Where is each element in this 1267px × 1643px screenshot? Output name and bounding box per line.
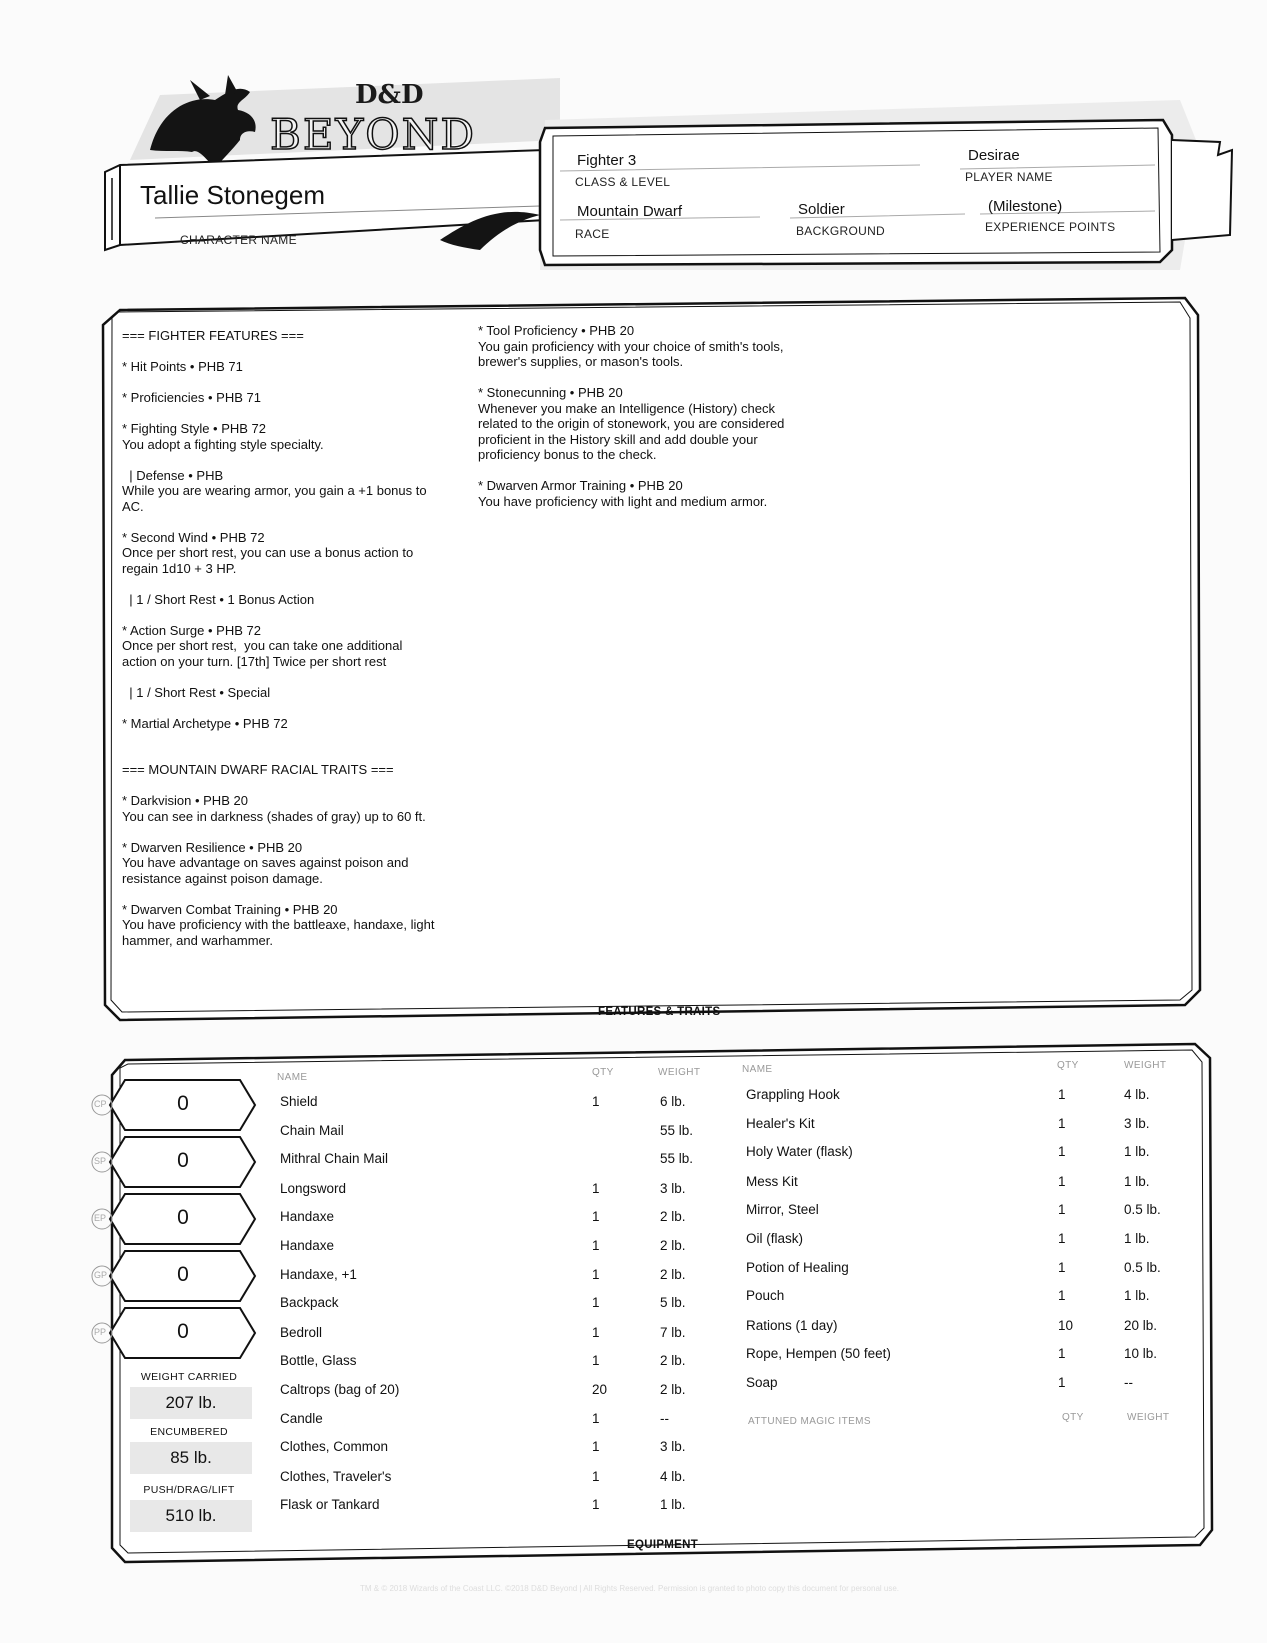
cp-label: CP	[94, 1099, 107, 1109]
pp-value[interactable]: 0	[177, 1320, 189, 1343]
item-weight[interactable]: 55 lb.	[660, 1123, 694, 1139]
item-weight[interactable]: 6 lb.	[660, 1094, 686, 1109]
item-name[interactable]: Clothes, Traveler's	[280, 1468, 392, 1484]
experience-label: EXPERIENCE POINTS	[985, 220, 1116, 234]
item-qty[interactable]: 1	[1058, 1173, 1066, 1189]
item-name[interactable]: Handaxe, +1	[280, 1267, 357, 1283]
item-name[interactable]: Bedroll	[280, 1324, 323, 1340]
item-qty[interactable]: 1	[592, 1352, 600, 1368]
item-qty[interactable]: 1	[592, 1295, 600, 1311]
item-weight[interactable]: 1 lb.	[1124, 1173, 1150, 1189]
item-weight[interactable]: 3 lb.	[660, 1439, 686, 1455]
item-qty[interactable]: 1	[1058, 1116, 1066, 1132]
item-qty[interactable]: 1	[1058, 1087, 1066, 1102]
item-qty[interactable]: 1	[592, 1496, 600, 1512]
class-level-label: CLASS & LEVEL	[575, 175, 671, 189]
item-name[interactable]: Mirror, Steel	[746, 1201, 819, 1217]
item-qty[interactable]: 1	[592, 1439, 600, 1455]
item-qty[interactable]: 1	[1058, 1260, 1066, 1276]
item-weight[interactable]: 10 lb.	[1124, 1345, 1158, 1361]
item-qty[interactable]: 1	[1058, 1201, 1066, 1217]
item-name[interactable]: Handaxe	[280, 1238, 335, 1253]
item-name[interactable]: Healer's Kit	[746, 1116, 815, 1132]
item-name[interactable]: Chain Mail	[280, 1123, 344, 1139]
item-qty[interactable]: 1	[1058, 1345, 1066, 1361]
left-weight-header: WEIGHT	[658, 1067, 701, 1078]
item-weight[interactable]: --	[1124, 1375, 1133, 1390]
item-name[interactable]: Rope, Hempen (50 feet)	[746, 1345, 891, 1361]
character-name-label: CHARACTER NAME	[180, 233, 297, 247]
ep-value[interactable]: 0	[177, 1206, 189, 1229]
item-weight[interactable]: 1 lb.	[1124, 1288, 1150, 1304]
equipment-title: EQUIPMENT	[627, 1539, 699, 1551]
item-name[interactable]: Caltrops (bag of 20)	[280, 1382, 400, 1397]
footer-copyright: TM & © 2018 Wizards of the Coast LLC. ©2018 D&D Beyond | All Rights Reserved. Permission is granted to photo copy this document for personal use.	[360, 1584, 900, 1593]
item-name[interactable]: Oil (flask)	[746, 1231, 803, 1246]
item-qty[interactable]: 1	[592, 1267, 600, 1283]
right-qty-header: QTY	[1057, 1060, 1079, 1071]
left-name-header: NAME	[277, 1072, 308, 1083]
item-weight[interactable]: 2 lb.	[660, 1352, 686, 1368]
fighter-features-text: === FIGHTER FEATURES === * Hit Points • PHB 71 * Proficiencies • PHB 71 * Fighting Style • PHB 72 You adopt a fighting style specialty. | Defense • PHB While you are wearing armor, you gain a +1 bonus to AC. * Second Wind • PHB 72 Once per short rest, you can use a bonus action to regain 1d10 + 3 HP. | 1 / Short Rest • 1 Bonus Action * Action Surge • PHB 72 Once per short rest, you can take one additional action on your turn. [17th] Twice per short rest | 1 / Short Rest • Special * Martial Archetype • PHB 72 === MOUNTAIN DWARF RACIAL TRAITS === * Darkvision • PHB 20 You can see in darkness (shades of gray) up to 60 ft. * Dwarven Resilience • PHB 20 You have advantage on saves against poison and resistance against poison damage. * Dwarven Combat Training • PHB 20 You have proficiency with the battleaxe, handaxe, light hammer, and warhammer.	[122, 328, 435, 948]
item-name[interactable]: Grappling Hook	[746, 1087, 840, 1102]
item-name[interactable]: Bottle, Glass	[280, 1352, 357, 1368]
push-drag-lift-label: PUSH/DRAG/LIFT	[143, 1484, 235, 1496]
pp-label: PP	[94, 1327, 107, 1337]
item-weight[interactable]: 3 lb.	[1124, 1116, 1150, 1132]
ep-label: EP	[94, 1213, 107, 1223]
item-weight[interactable]: 2 lb.	[660, 1382, 686, 1397]
encumbered-value: 85 lb.	[130, 1442, 252, 1474]
item-weight[interactable]: 55 lb.	[660, 1151, 694, 1167]
weight-carried-value: 207 lb.	[130, 1387, 252, 1419]
item-weight[interactable]: 2 lb.	[660, 1208, 686, 1224]
item-qty[interactable]: 20	[592, 1382, 608, 1397]
item-qty[interactable]: 1	[1058, 1144, 1066, 1160]
attuned-items-label: ATTUNED MAGIC ITEMS	[748, 1416, 871, 1427]
logo-dnd: D&D	[355, 80, 424, 110]
item-name[interactable]: Clothes, Common	[280, 1439, 389, 1455]
gp-value[interactable]: 0	[177, 1263, 189, 1286]
item-qty[interactable]: 1	[1058, 1375, 1066, 1390]
item-weight[interactable]: 1 lb.	[1124, 1231, 1150, 1246]
item-weight[interactable]: --	[660, 1411, 669, 1427]
experience-value[interactable]: (Milestone)	[988, 198, 1063, 215]
item-name[interactable]: Longsword	[280, 1180, 347, 1196]
item-name[interactable]: Backpack	[280, 1295, 339, 1311]
item-qty[interactable]: 1	[592, 1324, 600, 1340]
racial-features-text: * Tool Proficiency • PHB 20 You gain proficiency with your choice of smith's tools, brewer's supplies, or mason's tools. * Stonecunning • PHB 20 Whenever you make an Intelligence (History) check related to the origin of stonework, you are considered proficient in the History skill and add double your proficiency bonus to the check. * Dwarven Armor Training • PHB 20 You have proficiency with light and medium armor.	[478, 323, 785, 509]
class-level-value[interactable]: Fighter 3	[577, 152, 637, 169]
item-weight[interactable]: 0.5 lb.	[1124, 1201, 1161, 1217]
player-name-label: PLAYER NAME	[965, 170, 1053, 184]
item-weight[interactable]: 2 lb.	[660, 1238, 686, 1253]
features-title: FEATURES & TRAITS	[598, 1006, 721, 1018]
weight-carried-label: WEIGHT CARRIED	[140, 1371, 238, 1383]
item-qty[interactable]: 1	[592, 1208, 600, 1224]
item-name[interactable]: Shield	[280, 1094, 318, 1109]
item-weight[interactable]: 0.5 lb.	[1124, 1260, 1161, 1276]
item-weight[interactable]: 1 lb.	[1124, 1144, 1150, 1160]
item-name[interactable]: Candle	[280, 1411, 323, 1427]
item-name[interactable]: Rations (1 day)	[746, 1317, 838, 1333]
item-qty[interactable]: 1	[592, 1180, 600, 1196]
item-name[interactable]: Flask or Tankard	[280, 1496, 380, 1512]
sp-value[interactable]: 0	[177, 1149, 189, 1172]
right-weight-header: WEIGHT	[1124, 1060, 1167, 1071]
player-name-value[interactable]: Desirae	[968, 147, 1020, 164]
attuned-qty-header: QTY	[1062, 1412, 1084, 1423]
race-value[interactable]: Mountain Dwarf	[577, 203, 683, 220]
item-name[interactable]: Potion of Healing	[746, 1260, 849, 1276]
item-name[interactable]: Soap	[746, 1375, 778, 1390]
item-qty[interactable]: 10	[1058, 1317, 1074, 1333]
item-weight[interactable]: 4 lb.	[1124, 1087, 1150, 1102]
sp-label: SP	[94, 1156, 107, 1166]
gp-label: GP	[94, 1270, 108, 1280]
attuned-weight-header: WEIGHT	[1127, 1412, 1170, 1423]
push-drag-lift-value: 510 lb.	[130, 1500, 252, 1532]
background-value[interactable]: Soldier	[798, 201, 845, 218]
item-weight[interactable]: 3 lb.	[660, 1180, 686, 1196]
item-weight[interactable]: 5 lb.	[660, 1295, 686, 1311]
item-name[interactable]: Mess Kit	[746, 1173, 798, 1189]
item-qty[interactable]: 1	[592, 1468, 600, 1484]
item-qty[interactable]: 1	[592, 1411, 600, 1427]
item-qty[interactable]: 1	[1058, 1288, 1066, 1304]
item-name[interactable]: Mithral Chain Mail	[280, 1151, 389, 1167]
item-name[interactable]: Holy Water (flask)	[746, 1144, 853, 1160]
background-label: BACKGROUND	[796, 224, 886, 238]
item-weight[interactable]: 7 lb.	[660, 1324, 686, 1340]
character-name-value[interactable]: Tallie Stonegem	[140, 180, 325, 210]
item-qty[interactable]: 1	[592, 1238, 600, 1253]
left-qty-header: QTY	[592, 1067, 614, 1078]
encumbered-label: ENCUMBERED	[150, 1426, 228, 1438]
cp-value[interactable]: 0	[177, 1092, 189, 1115]
item-qty[interactable]: 1	[592, 1094, 600, 1109]
right-name-header: NAME	[742, 1064, 773, 1075]
item-qty[interactable]: 1	[1058, 1231, 1066, 1246]
item-name[interactable]: Handaxe	[280, 1208, 335, 1224]
race-label: RACE	[575, 227, 610, 241]
item-weight[interactable]: 4 lb.	[660, 1468, 686, 1484]
item-name[interactable]: Pouch	[746, 1288, 785, 1304]
item-weight[interactable]: 2 lb.	[660, 1267, 686, 1283]
item-weight[interactable]: 20 lb.	[1124, 1317, 1158, 1333]
logo-beyond: BEYOND	[270, 110, 477, 159]
item-weight[interactable]: 1 lb.	[660, 1496, 686, 1512]
